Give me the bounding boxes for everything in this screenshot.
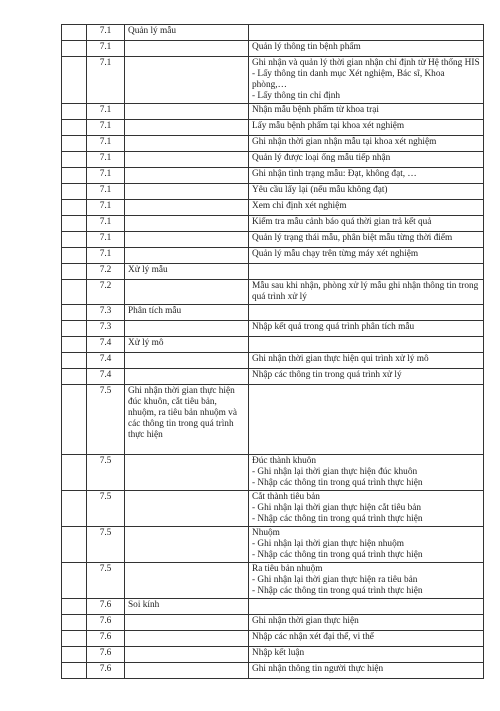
table-row [62,615,484,631]
table-row [62,647,484,663]
table-row [62,455,484,491]
description-line: Nhận mẫu bệnh phẩm từ khoa trại [252,105,379,115]
section-number: 7.1 [87,200,125,216]
group-title [125,136,249,152]
function-description [249,41,484,57]
section-number: 7.1 [87,25,125,41]
section-number: 7.3 [87,305,125,321]
stt-cell [62,264,87,280]
section-number: 7.1 [87,168,125,184]
group-title [125,563,249,599]
description-line: - Nhập các thông tin trong quá trình thực hiện [252,550,423,560]
table-row [62,663,484,679]
group-title [125,120,249,136]
group-title [125,647,249,663]
stt-cell [62,25,87,41]
table-row [62,248,484,264]
function-description [249,353,484,369]
function-description [249,184,484,200]
table-row [62,337,484,353]
function-description [249,264,484,280]
group-title: Xử lý mẫu [125,264,249,280]
function-description [249,305,484,321]
group-title: Phân tích mẫu [125,305,249,321]
group-title [125,663,249,679]
section-number: 7.5 [87,385,125,455]
stt-cell [62,248,87,264]
section-number: 7.4 [87,369,125,385]
description-line: Quản lý mẫu chạy trên từng máy xét nghiệm [252,249,419,259]
stt-cell [62,120,87,136]
table-row [62,152,484,168]
function-description [249,104,484,120]
group-title [125,168,249,184]
stt-cell [62,615,87,631]
stt-cell [62,104,87,120]
description-line: Ghi nhận thời gian thực hiện [252,616,359,626]
table-row [62,280,484,305]
table-row [62,184,484,200]
description-line: - Ghi nhận lại thời gian thực hiện cắt tiêu bản [252,503,421,513]
description-line: Xem chỉ định xét nghiệm [252,201,347,211]
stt-cell [62,216,87,232]
group-title [125,41,249,57]
description-line: - Lấy thông tin danh mục Xét nghiệm, Bác sĩ, Khoa phòng,… [252,69,445,90]
description-line: - Nhập các thông tin trong quá trình thực hiện [252,514,423,524]
section-number: 7.1 [87,57,125,104]
section-number: 7.6 [87,647,125,663]
description-line: Cắt thành tiêu bản [252,492,320,502]
stt-cell [62,663,87,679]
function-description [249,168,484,184]
function-description [249,647,484,663]
table-row [62,136,484,152]
group-title [125,491,249,527]
section-number: 7.1 [87,248,125,264]
section-number: 7.4 [87,337,125,353]
description-line: Ghi nhận thông tin người thực hiện [252,664,384,674]
stt-cell [62,280,87,305]
section-number: 7.5 [87,527,125,563]
function-description [249,280,484,305]
table-row [62,491,484,527]
description-line: Yêu cầu lấy lại (nếu mẫu không đạt) [252,185,388,195]
function-description [249,152,484,168]
function-description [249,369,484,385]
stt-cell [62,385,87,455]
group-title [125,216,249,232]
stt-cell [62,491,87,527]
description-line: - Ghi nhận lại thời gian thực hiện đúc khuôn [252,467,418,477]
section-number: 7.6 [87,663,125,679]
description-line: Quản lý được loại ống mẫu tiếp nhận [252,153,391,163]
description-line: Ghi nhận thời gian thực hiện qui trình xử lý mô [252,354,429,364]
group-title [125,232,249,248]
description-line: Ghi nhận và quản lý thời gian nhận chỉ định từ Hệ thống HIS [252,58,480,68]
stt-cell [62,599,87,615]
function-description [249,321,484,337]
function-description [249,663,484,679]
description-line: - Lấy thông tin chỉ định [252,91,341,101]
function-description [249,57,484,104]
description-line: - Ghi nhận lại thời gian thực hiện ra tiêu bản [252,575,418,585]
group-title: Quản lý mẫu [125,25,249,41]
stt-cell [62,200,87,216]
stt-cell [62,369,87,385]
stt-cell [62,321,87,337]
description-line: Kiểm tra mẫu cảnh báo quá thời gian trả kết quả [252,217,432,227]
table-row [62,321,484,337]
description-line: Ghi nhận tình trạng mẫu: Đạt, không đạt, … [252,169,417,179]
section-number: 7.1 [87,120,125,136]
group-title [125,184,249,200]
function-description [249,120,484,136]
function-description [249,615,484,631]
function-description [249,455,484,491]
stt-cell [62,136,87,152]
description-line: Đúc thành khuôn [252,456,317,466]
section-number: 7.4 [87,353,125,369]
section-number: 7.1 [87,136,125,152]
description-line: - Nhập các thông tin trong quá trình thực hiện [252,478,423,488]
group-title [125,615,249,631]
function-description [249,25,484,41]
table-row [62,563,484,599]
description-line: - Nhập các thông tin trong quá trình thực hiện [252,586,423,596]
description-line: Quản lý thông tin bệnh phẩm [252,42,361,52]
table-row [62,631,484,647]
section-number: 7.5 [87,491,125,527]
table-row [62,385,484,455]
description-line: Lấy mẫu bệnh phẩm tại khoa xét nghiệm [252,121,405,131]
group-title [125,369,249,385]
function-description [249,491,484,527]
function-description [249,631,484,647]
section-number: 7.1 [87,216,125,232]
stt-cell [62,305,87,321]
group-title [125,57,249,104]
section-number: 7.6 [87,599,125,615]
section-number: 7.6 [87,631,125,647]
table-row [62,264,484,280]
stt-cell [62,631,87,647]
table-row [62,25,484,41]
table-row [62,369,484,385]
stt-cell [62,168,87,184]
description-line: Nhập các thông tin trong quá trình xử lý [252,370,402,380]
function-description [249,200,484,216]
requirements-table [61,24,484,679]
stt-cell [62,353,87,369]
section-number: 7.1 [87,232,125,248]
stt-cell [62,647,87,663]
group-title [125,152,249,168]
section-number: 7.1 [87,152,125,168]
description-line: Nhập kết luận [252,648,305,658]
function-description [249,216,484,232]
section-number: 7.2 [87,264,125,280]
group-title [125,321,249,337]
function-description [249,232,484,248]
group-title [125,104,249,120]
function-description [249,599,484,615]
group-title [125,353,249,369]
description-line: Quản lý trạng thái mẫu, phân biệt mẫu từng thời điểm [252,233,453,243]
stt-cell [62,527,87,563]
function-description [249,248,484,264]
stt-cell [62,455,87,491]
function-description [249,563,484,599]
function-description [249,385,484,455]
description-line: Mẫu sau khi nhận, phòng xử lý mẫu ghi nhận thông tin trong quá trình xử lý [252,281,479,302]
requirements-table-body [62,25,484,679]
stt-cell [62,41,87,57]
table-row [62,305,484,321]
stt-cell [62,563,87,599]
table-row [62,353,484,369]
function-description [249,527,484,563]
group-title: Soi kính [125,599,249,615]
table-row [62,599,484,615]
table-row [62,57,484,104]
group-title: Ghi nhận thời gian thực hiện đúc khuôn, cắt tiêu bản, nhuộm, ra tiêu bản nhuộm và các thông tin trong quá trình thực hiện [125,385,249,455]
description-line: - Ghi nhận lại thời gian thực hiện nhuộm [252,539,404,549]
description-line: Nhuộm [252,528,280,538]
table-row [62,120,484,136]
description-line: Ra tiêu bản nhuộm [252,564,323,574]
description-line: Nhập các nhận xét đại thể, vi thể [252,632,374,642]
group-title [125,248,249,264]
group-title: Xử lý mô [125,337,249,353]
table-row [62,168,484,184]
description-line: Nhập kết quả trong quá trình phân tích mẫu [252,322,415,332]
section-number: 7.1 [87,184,125,200]
stt-cell [62,57,87,104]
stt-cell [62,232,87,248]
section-number: 7.3 [87,321,125,337]
table-row [62,232,484,248]
table-row [62,527,484,563]
table-row [62,216,484,232]
section-number: 7.5 [87,455,125,491]
function-description [249,136,484,152]
section-number: 7.5 [87,563,125,599]
table-row [62,200,484,216]
table-row [62,41,484,57]
table-row [62,104,484,120]
group-title [125,455,249,491]
group-title [125,280,249,305]
section-number: 7.2 [87,280,125,305]
description-line: Ghi nhận thời gian nhận mẫu tại khoa xét nghiệm [252,137,437,147]
stt-cell [62,184,87,200]
stt-cell [62,337,87,353]
stt-cell [62,152,87,168]
group-title [125,631,249,647]
function-description [249,337,484,353]
section-number: 7.1 [87,104,125,120]
group-title [125,527,249,563]
section-number: 7.1 [87,41,125,57]
section-number: 7.6 [87,615,125,631]
group-title [125,200,249,216]
